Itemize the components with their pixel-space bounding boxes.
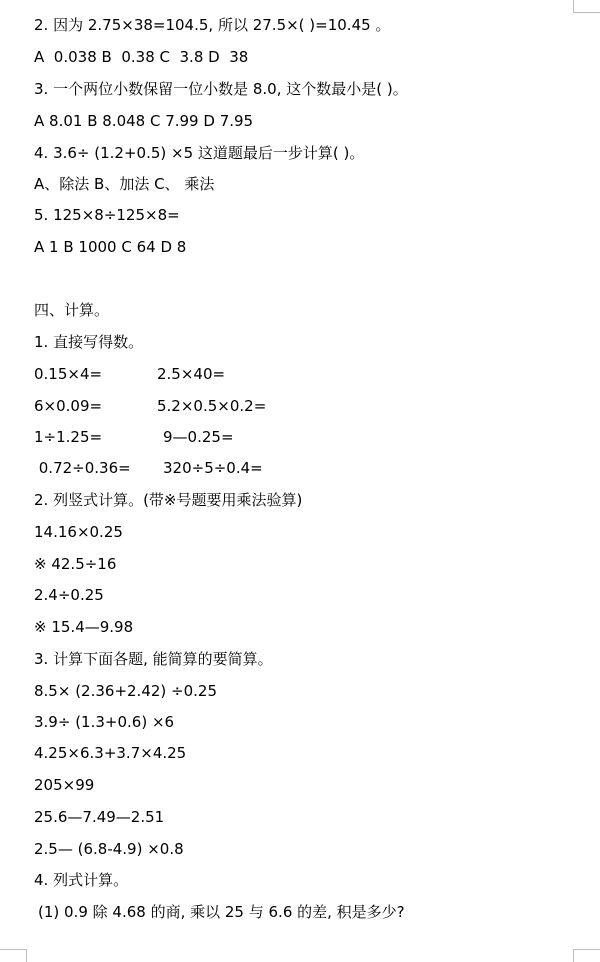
section-heading: 四、计算。 [34, 301, 110, 319]
simplify-item: 8.5× (2.36+2.42) ÷0.25 [34, 682, 217, 700]
question-3: 3. 一个两位小数保留一位小数是 8.0, 这个数最小是( )。 [34, 80, 408, 98]
question-5: 5. 125×8÷125×8= [34, 206, 180, 224]
direct-calc-item: 1÷1.25= [34, 428, 103, 446]
question-5-options: A 1 B 1000 C 64 D 8 [34, 238, 187, 256]
part-3-title: 3. 计算下面各题, 能简算的要简算。 [34, 650, 273, 668]
simplify-item: 3.9÷ (1.3+0.6) ×6 [34, 713, 175, 731]
word-problem-1: (1) 0.9 除 4.68 的商, 乘以 25 与 6.6 的差, 积是多少? [38, 903, 405, 921]
part-1-title: 1. 直接写得数。 [34, 333, 144, 351]
direct-calc-item: 5.2×0.5×0.2= [157, 397, 267, 415]
question-2: 2. 因为 2.75×38=104.5, 所以 27.5×( )=10.45 。 [34, 16, 391, 34]
direct-calc-item: 2.5×40= [157, 365, 226, 383]
question-3-options: A 8.01 B 8.048 C 7.99 D 7.95 [34, 112, 254, 130]
simplify-item: 25.6—7.49—2.51 [34, 808, 165, 826]
direct-calc-item: 9—0.25= [163, 428, 234, 446]
page-corner-mark [0, 949, 27, 962]
vertical-calc-item: 2.4÷0.25 [34, 586, 104, 604]
part-4-title: 4. 列式计算。 [34, 871, 129, 889]
direct-calc-item: 0.15×4= [34, 365, 103, 383]
simplify-item: 4.25×6.3+3.7×4.25 [34, 744, 187, 762]
page-corner-mark [573, 0, 600, 13]
question-4: 4. 3.6÷ (1.2+0.5) ×5 这道题最后一步计算( )。 [34, 144, 365, 162]
simplify-item: 2.5— (6.8-4.9) ×0.8 [34, 840, 184, 858]
vertical-calc-item: ※ 15.4—9.98 [34, 618, 134, 636]
direct-calc-item: 6×0.09= [34, 397, 103, 415]
part-2-title: 2. 列竖式计算。(带※号题要用乘法验算) [34, 491, 303, 509]
page-corner-mark [573, 949, 600, 962]
direct-calc-item: 0.72÷0.36= [34, 459, 131, 477]
direct-calc-item: 320÷5÷0.4= [163, 459, 263, 477]
vertical-calc-item: ※ 42.5÷16 [34, 555, 117, 573]
question-2-options: A 0.038 B 0.38 C 3.8 D 38 [34, 48, 249, 66]
question-4-options: A、除法 B、加法 C、 乘法 [34, 175, 215, 193]
vertical-calc-item: 14.16×0.25 [34, 523, 123, 541]
simplify-item: 205×99 [34, 776, 95, 794]
